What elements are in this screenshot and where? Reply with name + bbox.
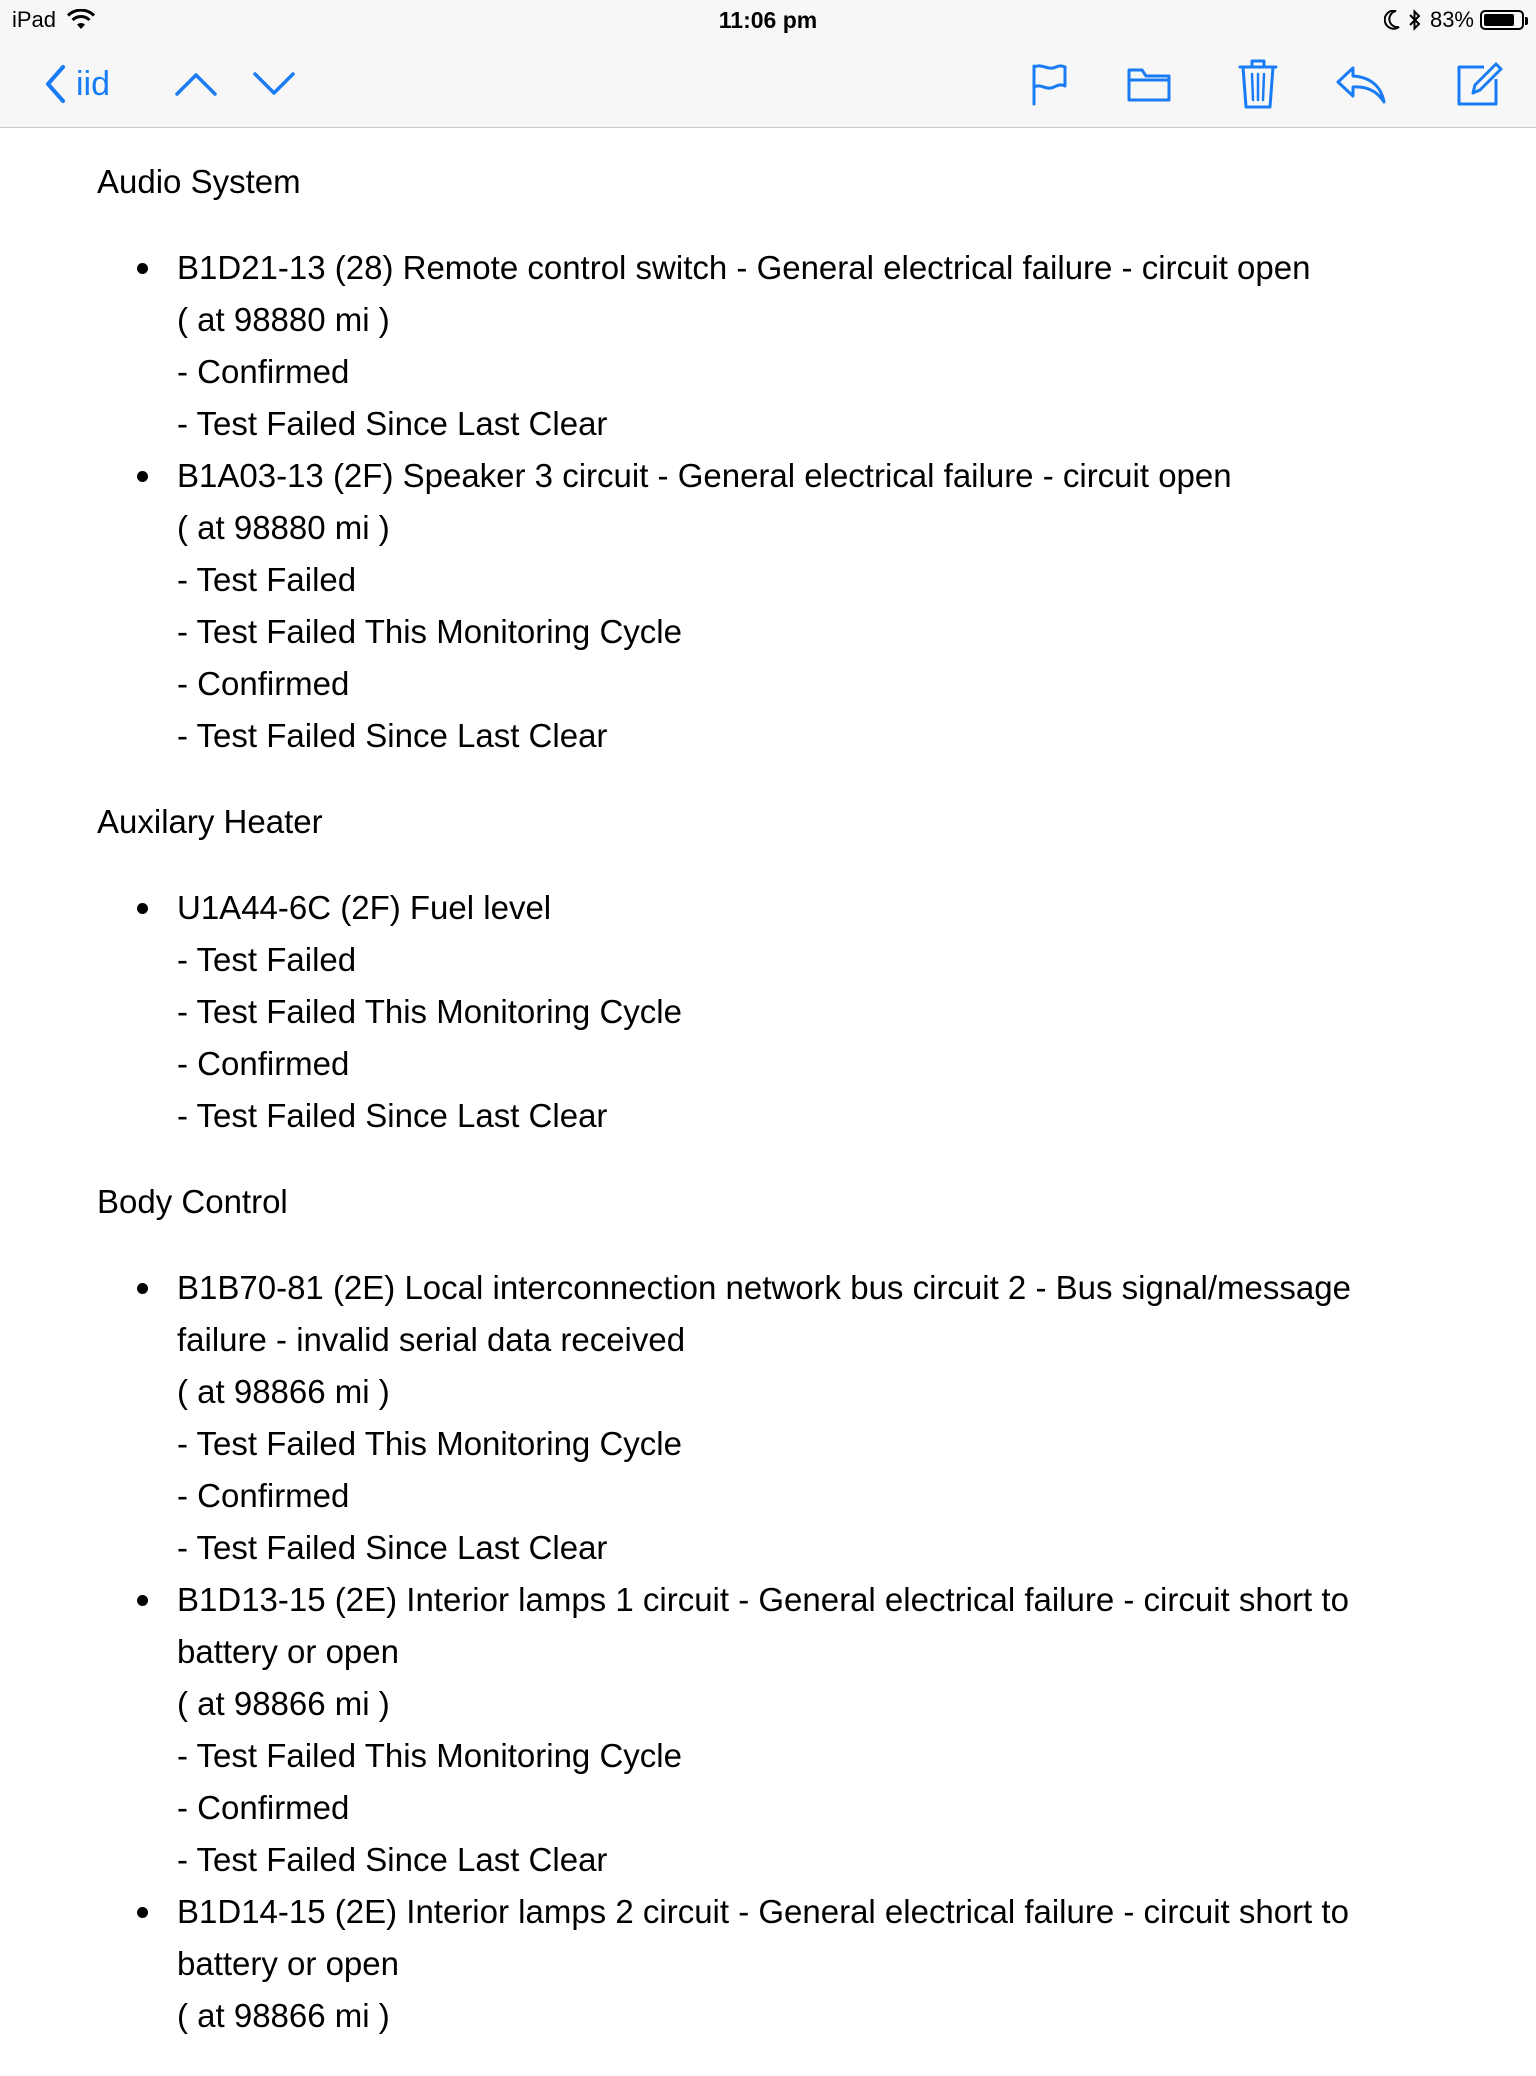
dtc-description: B1B70-81 (2E) Local interconnection network bus circuit 2 - Bus signal/message failure - invalid serial data received bbox=[177, 1269, 1351, 1358]
compose-button[interactable] bbox=[1452, 40, 1506, 128]
dtc-detail-line: - Test Failed Since Last Clear bbox=[177, 717, 608, 754]
dtc-description: U1A44-6C (2F) Fuel level bbox=[177, 889, 552, 926]
dtc-detail-line: ( at 98866 mi ) bbox=[177, 1685, 390, 1722]
dtc-detail-line: - Test Failed bbox=[177, 941, 357, 978]
dtc-detail-line: - Test Failed This Monitoring Cycle bbox=[177, 1737, 682, 1774]
section-title: Auxilary Heater bbox=[97, 803, 323, 840]
bullet-icon bbox=[137, 1907, 148, 1918]
dtc-detail-line: - Confirmed bbox=[177, 353, 350, 390]
status-time: 11:06 pm bbox=[718, 7, 818, 33]
dtc-detail-line: ( at 98866 mi ) bbox=[177, 1997, 390, 2034]
dtc-detail-line: - Confirmed bbox=[177, 665, 350, 702]
dtc-detail-line: - Test Failed This Monitoring Cycle bbox=[177, 993, 682, 1030]
dtc-detail-line: - Confirmed bbox=[177, 1789, 350, 1826]
reply-button[interactable] bbox=[1334, 40, 1388, 128]
bullet-icon bbox=[137, 1595, 148, 1606]
dtc-list bbox=[97, 1262, 1437, 2042]
dtc-list bbox=[97, 882, 1437, 1142]
previous-message-button[interactable] bbox=[172, 40, 220, 128]
dtc-description: B1A03-13 (2F) Speaker 3 circuit - General electrical failure - circuit open bbox=[177, 457, 1232, 494]
mail-toolbar bbox=[0, 40, 1536, 128]
bullet-icon bbox=[137, 263, 148, 274]
moon-icon bbox=[1384, 10, 1400, 30]
device-name: iPad bbox=[12, 7, 57, 32]
section-title: Body Control bbox=[97, 1183, 288, 1220]
dtc-detail-line: ( at 98880 mi ) bbox=[177, 509, 390, 546]
folder-icon bbox=[1126, 65, 1172, 103]
dtc-list bbox=[97, 242, 1437, 762]
dtc-item bbox=[97, 242, 1437, 450]
message-body bbox=[97, 128, 1437, 2076]
trash-icon bbox=[1238, 58, 1278, 110]
dtc-item bbox=[97, 1262, 1437, 1574]
status-bar bbox=[0, 0, 1536, 40]
chevron-left-icon bbox=[44, 64, 66, 104]
bullet-icon bbox=[137, 471, 148, 482]
dtc-detail-line: - Test Failed Since Last Clear bbox=[177, 1097, 608, 1134]
dtc-item bbox=[97, 1574, 1437, 1886]
status-right bbox=[1384, 7, 1524, 33]
chevron-up-icon bbox=[174, 71, 218, 97]
battery-icon bbox=[1480, 10, 1524, 30]
bluetooth-icon bbox=[1408, 9, 1422, 31]
flag-button[interactable] bbox=[1025, 40, 1073, 128]
dtc-detail-line: ( at 98880 mi ) bbox=[177, 301, 390, 338]
dtc-item bbox=[97, 1886, 1437, 2042]
battery-percent: 83% bbox=[1429, 7, 1474, 32]
battery-level bbox=[1484, 14, 1514, 26]
dtc-detail-line: - Test Failed Since Last Clear bbox=[177, 1841, 608, 1878]
dtc-detail-line: - Test Failed bbox=[177, 561, 357, 598]
dtc-detail-line: - Confirmed bbox=[177, 1477, 350, 1514]
next-message-button[interactable] bbox=[250, 40, 298, 128]
dtc-detail-line: ( at 98866 mi ) bbox=[177, 1373, 390, 1410]
reply-icon bbox=[1335, 64, 1387, 104]
dtc-detail-line: - Test Failed This Monitoring Cycle bbox=[177, 613, 682, 650]
flag-icon bbox=[1030, 62, 1068, 106]
compose-icon bbox=[1454, 59, 1504, 109]
bullet-icon bbox=[137, 903, 148, 914]
dtc-item bbox=[97, 450, 1437, 762]
move-to-folder-button[interactable] bbox=[1124, 40, 1174, 128]
dtc-detail-line: - Test Failed This Monitoring Cycle bbox=[177, 1425, 682, 1462]
dtc-detail-line: - Confirmed bbox=[177, 1045, 350, 1082]
dtc-detail-line: - Test Failed Since Last Clear bbox=[177, 405, 608, 442]
dtc-detail-line: - Test Failed Since Last Clear bbox=[177, 1529, 608, 1566]
dtc-description: B1D13-15 (2E) Interior lamps 1 circuit - General electrical failure - circuit short to battery or open bbox=[177, 1581, 1349, 1670]
section-title: Audio System bbox=[97, 163, 301, 200]
chevron-down-icon bbox=[252, 71, 296, 97]
back-label: iid bbox=[76, 64, 111, 103]
bullet-icon bbox=[137, 1283, 148, 1294]
dtc-description: B1D14-15 (2E) Interior lamps 2 circuit - General electrical failure - circuit short to battery or open bbox=[177, 1893, 1349, 1982]
back-button[interactable] bbox=[44, 40, 110, 128]
trash-button[interactable] bbox=[1234, 40, 1282, 128]
dtc-description: B1D21-13 (28) Remote control switch - General electrical failure - circuit open bbox=[177, 249, 1311, 286]
dtc-item bbox=[97, 882, 1437, 1142]
